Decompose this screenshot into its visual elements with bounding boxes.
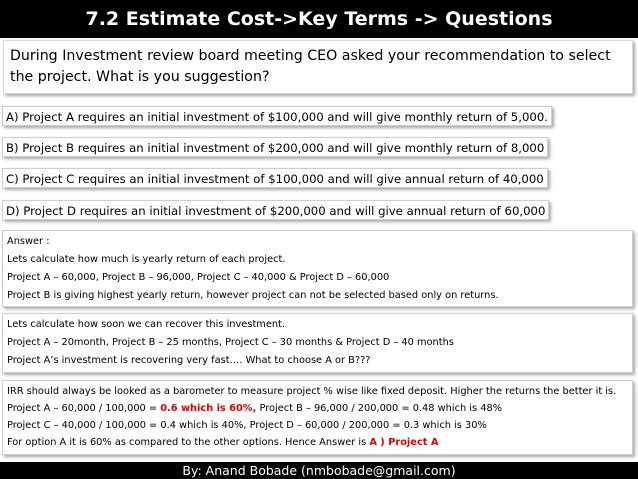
- answer-line: Lets calculate how much is yearly return of each project.: [7, 254, 286, 265]
- page-title: [0, 0, 638, 38]
- answer-line: Project A’s investment is recovering very fast…. What to choose A or B???: [7, 355, 371, 366]
- option-c: C) Project C requires an initial investment of $100,000 and will give annual return of 40,000: [2, 168, 548, 188]
- answer-text: Project B – 96,000 / 200,000 = 0.48 which is 48%: [256, 403, 503, 414]
- footer: [0, 462, 638, 479]
- footer-text: By: Anand Bobade (nmbobade@gmail.com): [182, 463, 456, 478]
- answer-line: Project A – 20month, Project B – 25 months, Project C – 30 months & Project D – 40 months: [7, 337, 454, 348]
- highlight-text: 0.6 which is 60%,: [160, 403, 257, 414]
- answer-line: Project A – 60,000, Project B – 96,000, Project C – 40,000 & Project D – 60,000: [7, 272, 390, 283]
- answer-line: Project C – 40,000 / 100,000 = 0.4 which is 40%, Project D – 60,000 / 200,000 = 0.3 which is 30%: [7, 420, 487, 431]
- question-line-2: the project. What is you suggestion?: [10, 69, 270, 85]
- answer-text: For option A it is 60% as compared to the other options. Hence Answer is: [7, 437, 370, 448]
- title-text: 7.2 Estimate Cost->Key Terms -> Questions: [85, 8, 553, 30]
- answer-heading: Answer :: [7, 236, 50, 247]
- option-a: A) Project A requires an initial investment of $100,000 and will give monthly return of 5,000.: [2, 106, 552, 126]
- question-box: [3, 40, 633, 94]
- final-answer: A ) Project A: [369, 437, 439, 448]
- answer-line: IRR should always be looked as a barometer to measure project % wise like fixed deposit. Higher the returns the better it is.: [7, 386, 617, 397]
- answer-line: [7, 434, 628, 451]
- option-d: D) Project D requires an initial investment of $200,000 and will give annual return of 60,000: [2, 200, 549, 220]
- answer-line: [7, 400, 628, 417]
- answer-box-irr: [2, 380, 633, 455]
- answer-line: Lets calculate how soon we can recover this investment.: [7, 319, 286, 330]
- answer-box-recovery: [2, 313, 633, 373]
- question-line-1: During Investment review board meeting CEO asked your recommendation to select: [10, 48, 611, 64]
- answer-box-returns: [2, 230, 633, 307]
- answer-text: Project A – 60,000 / 100,000 =: [7, 403, 161, 414]
- answer-line: Project B is giving highest yearly return, however project can not be selected based only on returns.: [7, 290, 499, 301]
- option-b: B) Project B requires an initial investment of $200,000 and will give monthly return of 8,000: [2, 137, 548, 157]
